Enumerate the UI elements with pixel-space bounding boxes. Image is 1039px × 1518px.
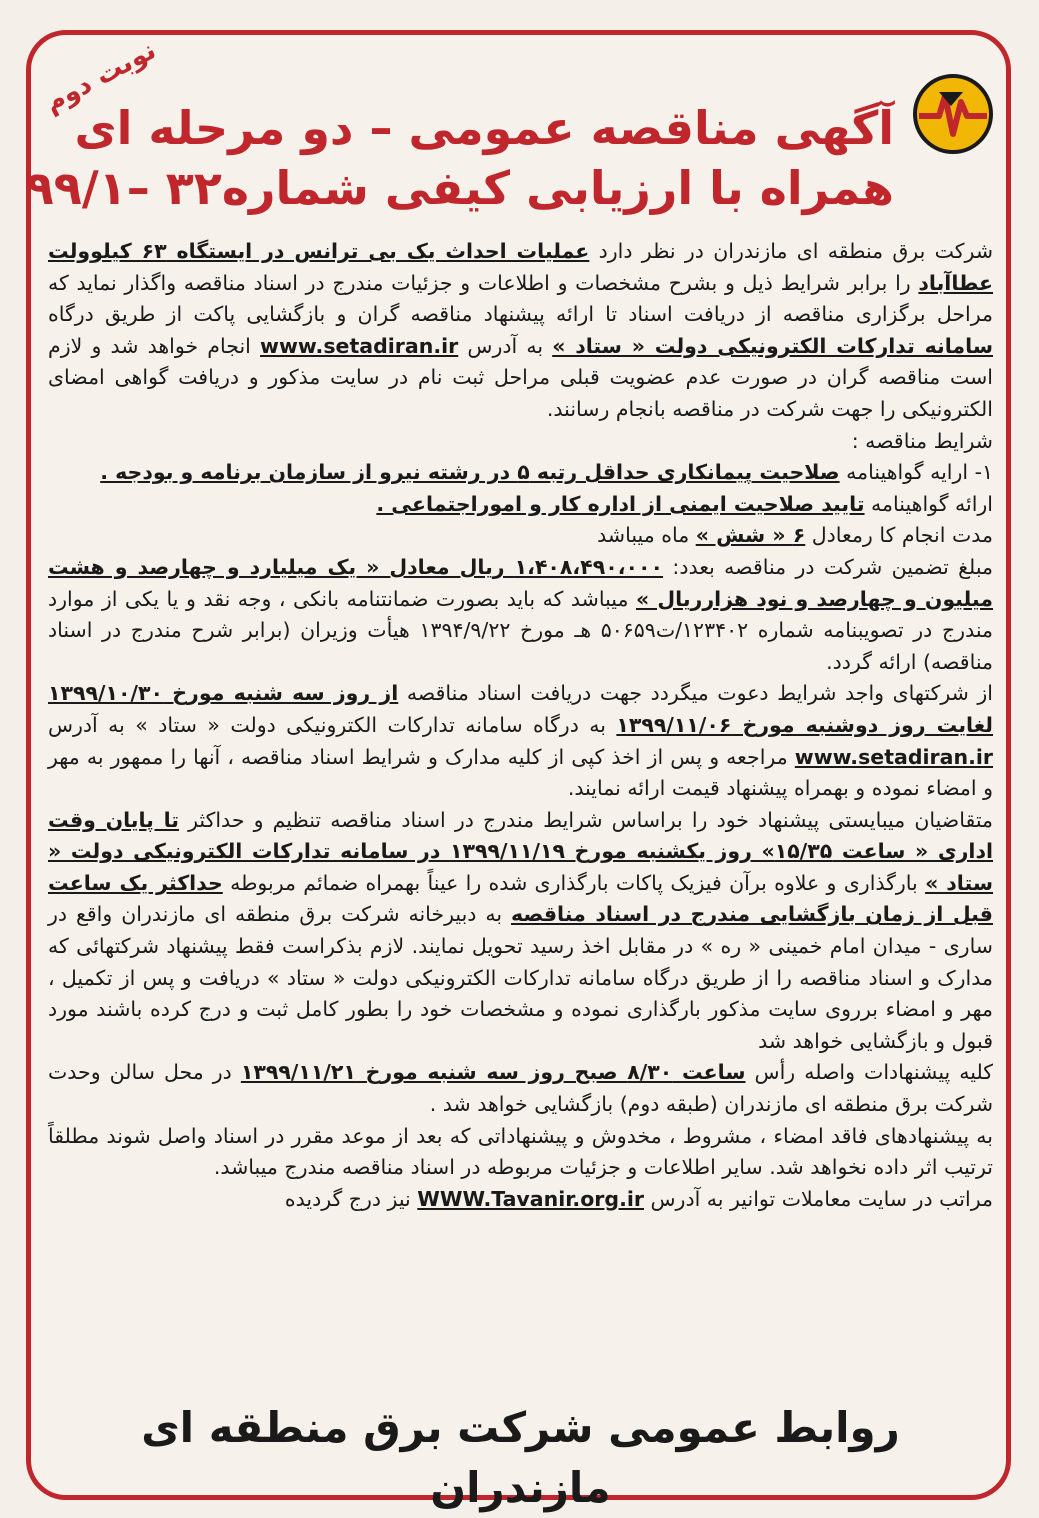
emphasized-text: ۶ « شش »	[695, 523, 806, 548]
notice-paragraph	[48, 1057, 993, 1120]
notice-paragraph	[48, 1121, 993, 1184]
notice-title-line-2: همراه با ارزیابی کیفی شماره۳۲ –۹۹/۱	[25, 161, 894, 215]
notice-paragraph	[48, 678, 993, 804]
paragraph-text: به آدرس	[458, 333, 553, 358]
emphasized-text: حداکثر یک ساعت قبل از زمان بازگشایی مندرج در اسناد مناقصه	[48, 870, 993, 927]
paragraph-text: انجام خواهد شد و لازم است مناقصه گران در صورت عدم عضویت قبلی مراحل ثبت نام در سایت مذکور و دریافت گواهی امضای الکترونیکی را جهت شرکت در مناقصه بانجام رسانند.	[48, 333, 993, 421]
second-publication-stamp: نوبت دوم	[40, 35, 161, 119]
emphasized-text: سامانه تدارکات الکترونیکی دولت « ستاد »	[552, 333, 993, 358]
notice-body	[48, 236, 993, 1215]
emphasized-text: از روز سه شنبه مورخ ۱۳۹۹/۱۰/۳۰ لغایت روز دوشنبه مورخ ۱۳۹۹/۱۱/۰۶	[48, 681, 993, 737]
power-company-logo-icon	[911, 72, 995, 156]
paragraph-text: ۱- ارایه گواهینامه	[839, 460, 993, 485]
emphasized-text: www.setadiran.ir	[260, 333, 459, 358]
paragraph-text: به دبیرخانه شرکت برق منطقه ای مازندران واقع در ساری - میدان امام خمینی « ره » در مقابل اخذ رسید تحویل نمایند. لازم بذکراست فقط پیشنهاد شرکتهائی که مدارک و اسناد مناقصه را از طریق درگاه سامانه تدارکات الکترونیکی دولت « ستاد » دریافت و پس از تکمیل ، مهر و امضاء برروی سایت مذکور بارگذاری نموده و مشخصات خود را بطور کامل ثبت و درج کرده باشند مورد قبول و بازگشایی خواهد شد	[48, 902, 993, 1053]
notice-paragraph	[48, 520, 993, 552]
paragraph-text: متقاضیان میبایستی پیشنهاد خود را براساس شرایط مندرج در اسناد مناقصه تنظیم و حداکثر	[179, 807, 993, 832]
notice-paragraph	[48, 457, 993, 489]
emphasized-text: www.setadiran.ir	[794, 744, 993, 769]
paragraph-text: بارگذاری و علاوه برآن فیزیک پاکات بارگذاری شده را عیناً بهمراه ضمائم مربوطه	[222, 870, 926, 895]
paragraph-text: مراتب در سایت معاملات توانیر به آدرس	[644, 1186, 993, 1211]
paragraph-text: را برابر شرایط ذیل و بشرح مشخصات و اطلاعات و جزئیات مندرج در اسناد مناقصه واگذار نماید که مراحل برگزاری مناقصه از دریافت اسناد تا ارائه پیشنهاد مناقصه گران و بازگشایی پاکت از طریق درگاه	[48, 270, 993, 327]
paragraph-text: ماه میباشد	[597, 523, 696, 548]
emphasized-text: ساعت ۸/۳۰ صبح روز سه شنبه مورخ ۱۳۹۹/۱۱/۲۱	[240, 1060, 746, 1085]
emphasized-text: ۱،۴۰۸،۴۹۰،۰۰۰ ریال معادل « یک میلیارد و چهارصد و هشت میلیون و چهارصد و نود هزارریال »	[48, 554, 993, 611]
notice-paragraph	[48, 1184, 993, 1216]
emphasized-text: WWW.Tavanir.org.ir	[417, 1186, 644, 1211]
paragraph-text: از شرکتهای واجد شرایط دعوت میگردد جهت دریافت اسناد مناقصه	[398, 681, 993, 706]
paragraph-text: مدت انجام کا رمعادل	[805, 523, 993, 548]
notice-paragraph	[48, 489, 993, 521]
paragraph-text: میباشد که باید بصورت ضمانتنامه بانکی ، وجه نقد و یا یکی از موارد مندرج در تصویبنامه شماره ۱۲۳۴۰۲/ت۵۰۶۵۹ هـ مورخ ۱۳۹۴/۹/۲۲ هیأت وزیران (برابر شرح مندرج در اسناد مناقصه) ارائه گردد.	[48, 586, 993, 674]
paragraph-text: شرایط مناقصه :	[851, 428, 993, 453]
paragraph-text: نیز درج گردیده	[284, 1186, 418, 1211]
paragraph-text: به درگاه سامانه تدارکات الکترونیکی دولت « ستاد » به آدرس	[48, 712, 617, 737]
paragraph-text: در محل سالن وحدت شرکت برق منطقه ای مازندران (طبقه دوم) بازگشایی خواهد شد .	[48, 1060, 993, 1117]
paragraph-text: کلیه پیشنهادات واصله رأس	[745, 1060, 993, 1085]
paragraph-text: ارائه گواهینامه	[864, 491, 993, 516]
notice-paragraph	[48, 236, 993, 426]
notice-footer: روابط عمومی شرکت برق منطقه ای مازندران	[141, 1403, 900, 1512]
paragraph-text: به پیشنهادهای فاقد امضاء ، مشروط ، مخدوش و پیشنهاداتی که بعد از موعد مقرر در اسناد واصل شوند مطلقاً ترتیب اثر داده نخواهد شد. سایر اطلاعات و جزئیات مربوطه در اسناد مناقصه مندرج میباشد.	[48, 1123, 993, 1180]
emphasized-text: صلاحیت پیمانکاری حداقل رتبه ۵ در رشته نیرو از سازمان برنامه و بودجه .	[100, 460, 840, 485]
notice-paragraph	[48, 805, 993, 1058]
emphasized-text: عملیات احداث یک بی ترانس در ایستگاه ۶۳ کیلوولت عطاآباد	[48, 239, 993, 295]
emphasized-text: تا پایان وقت اداری « ساعت ۱۵/۳۵» روز یکشنبه مورخ ۱۳۹۹/۱۱/۱۹ در سامانه تدارکات الکترونیکی دولت « ستاد »	[48, 807, 994, 895]
notice-paragraph	[48, 552, 993, 678]
notice-title-line-1: آگهی مناقصه عمومی – دو مرحله ای	[74, 101, 894, 155]
paragraph-text: مراجعه و پس از اخذ کپی از کلیه مدارک و شرایط اسناد مناقصه ، آنها را ممهور به مهر و امضاء نموده و بهمراه پیشنهاد قیمت ارائه نمایند.	[48, 744, 993, 801]
paragraph-text: مبلغ تضمین شرکت در مناقصه بعدد:	[663, 554, 993, 579]
paragraph-text: شرکت برق منطقه ای مازندران در نظر دارد	[589, 239, 993, 263]
emphasized-text: تایید صلاحیت ایمنی از اداره کار و اموراجتماعی .	[376, 491, 865, 516]
notice-paragraph	[48, 426, 993, 458]
